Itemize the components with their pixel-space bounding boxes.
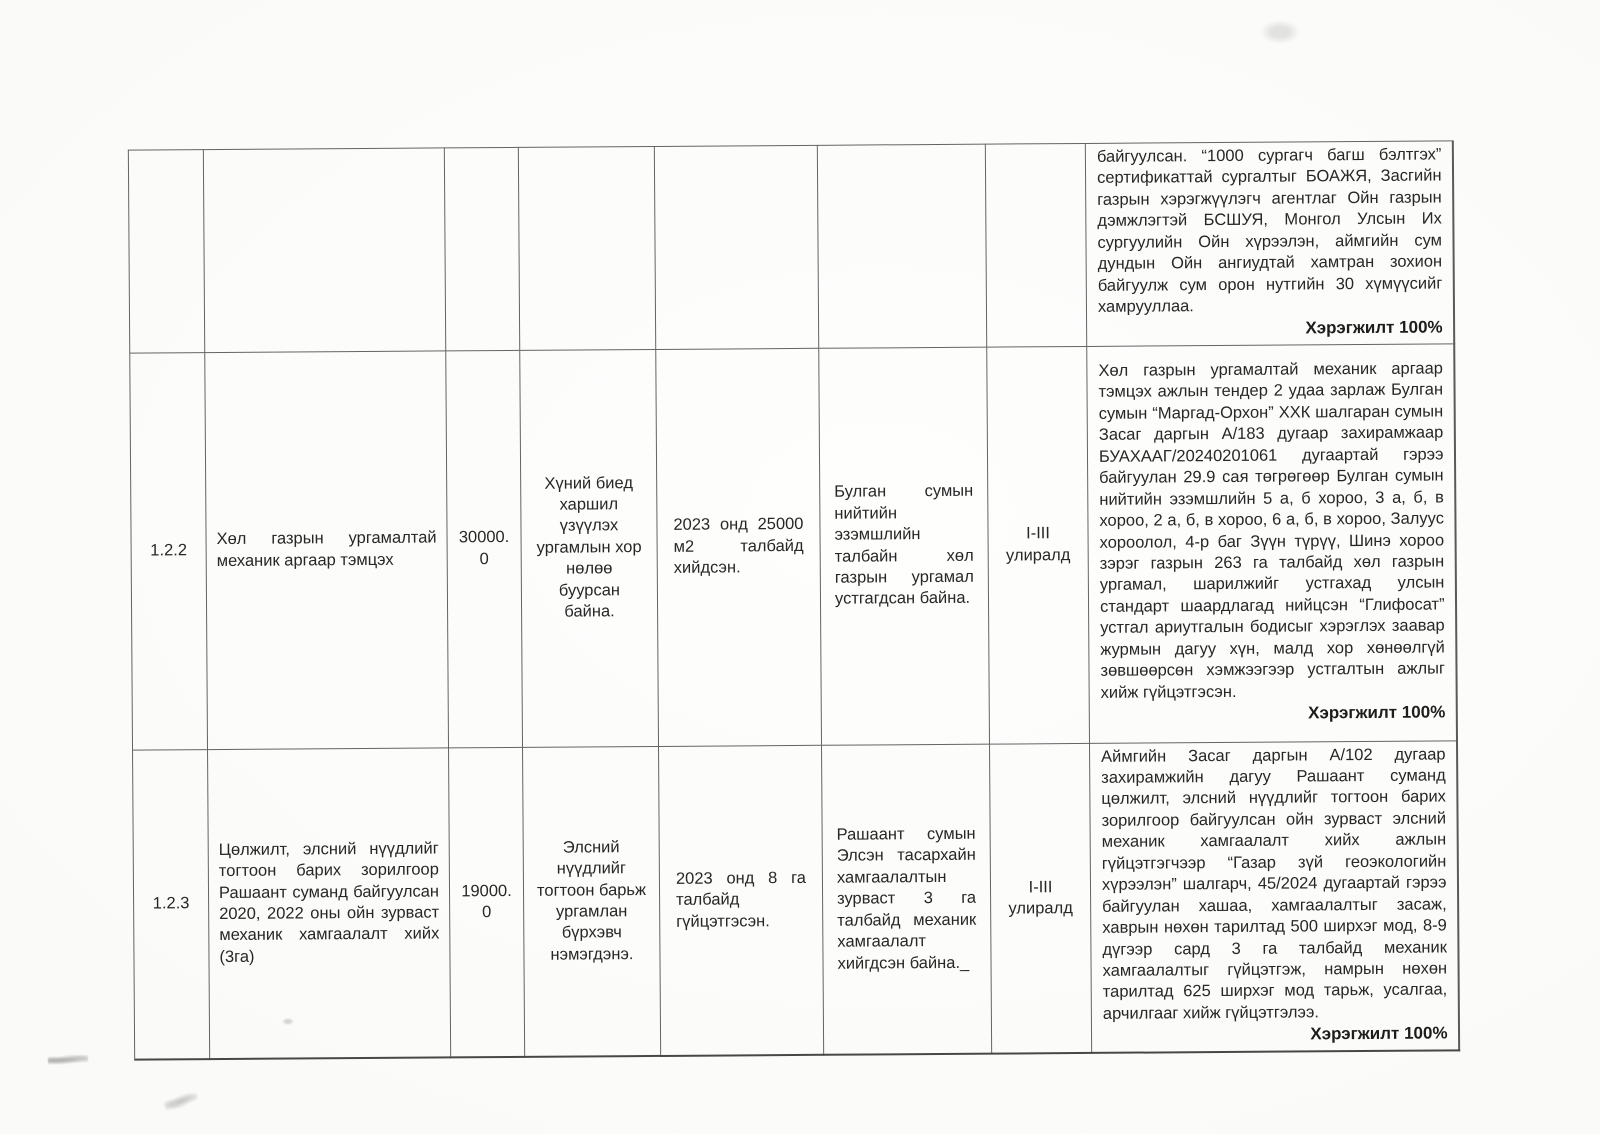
implementation-cell	[1087, 343, 1457, 743]
budget-cell	[449, 747, 525, 1058]
pencil-smudge	[163, 1091, 199, 1112]
budget-cell	[446, 350, 523, 748]
implementation-cell	[1090, 740, 1459, 1053]
budget-line: 30000.	[458, 528, 510, 547]
quarter-cell: I-III улиралд	[990, 743, 1092, 1054]
table-row-carryover	[128, 141, 1453, 353]
implementation-status: Хэрэгжилт 100%	[1308, 702, 1446, 723]
expected-outcome-cell	[518, 146, 655, 350]
report-table-wrap	[128, 140, 1458, 1061]
result-indicator-cell: Булган сумын нийтийн эзэмшлийн талбайн хөл газрын ургамал устгагдсан байна.	[819, 347, 990, 745]
implementation-text: Аймгийн Засаг даргын А/102 дугаар захирамжийн дагуу Рашаант суманд цөлжилт, элсний нүүдлийг тогтоон барих зорилгоор байгуулсан ойн зурваст элсний механик хамгаалалт хийх ажлын гүйцэтгэгчээр “Газар зүй геоэкологийн хүрээлэн” шалгарч, 45/2024 дугаартай гэрээ байгуулан хашаа, хамгаалалтыг засаж, хаврын нөхөн тарилтад 500 ширхэг мод, 8-9 дүгээр сард 3 га талбайд механик хамгаалалтыг гүйцэтгэж, намрын нөхөн тарилтад 625 ширхэг мод тарьж, усалгаа, арчилгааг хийж гүйцэтгэлээ.	[1101, 745, 1448, 1023]
seq-number-cell: 1.2.3	[133, 749, 210, 1060]
implementation-status: Хэрэгжилт 100%	[1310, 1023, 1448, 1044]
quarter-cell: I-III улиралд	[987, 346, 1090, 744]
activity-cell: Хөл газрын ургамалтай механик аргаар тэмцэх	[205, 351, 449, 750]
activity-cell	[203, 148, 445, 352]
activity-cell: Цөлжилт, элсний нүүдлийг тогтоон барих зорилгоор Рашаант суманд байгуулсан 2020, 2022 оны ойн зурваст механик хамгаалалт хийх (3га)	[208, 748, 451, 1060]
implementation-status: Хэрэгжилт 100%	[1305, 316, 1443, 337]
budget-line: 0	[482, 903, 492, 922]
budget-line: 0	[479, 549, 489, 568]
scan-smudge	[1260, 20, 1300, 44]
expected-outcome-cell: Элсний нүүдлийг тогтоон барьж ургамлан бүрхэвч нэмэгдэнэ.	[523, 746, 661, 1057]
implementation-cell	[1085, 141, 1453, 346]
seq-number-cell	[128, 150, 204, 353]
implementation-text: байгуулсан. “1000 сургагч багш бэлтгэх” сертификаттай сургалтыг БОАЖЯ, Засгийн газрын хэрэгжүүлэгч агентлаг Ойн газрын дэмжлэгтэй БСШУЯ, Монгол Улсын Их сургуулийн Ойн хүрээлэн, аймгийн сум дундын Ойн ангиудтай хамтран зохион байгуулж сум орон нутгийн 30 хүмүүсийг хамрууллаа.	[1096, 145, 1443, 316]
seq-number-cell: 1.2.2	[130, 352, 208, 750]
table-row-122	[130, 343, 1457, 749]
result-indicator-cell	[817, 144, 986, 348]
baseline-cell	[654, 145, 818, 349]
pencil-smudge	[48, 1055, 88, 1065]
quarter-cell	[985, 143, 1086, 346]
result-indicator-cell: Рашаант сумын Элсэн тасархайн хамгаалалтын зурваст 3 га талбайд механик хамгаалалт хийгдсэн байна._	[822, 744, 992, 1055]
table-row-123	[133, 740, 1459, 1060]
implementation-report-table	[128, 140, 1460, 1061]
baseline-cell: 2023 онд 8 га талбайд гүйцэтгэсэн.	[659, 745, 824, 1056]
expected-outcome-cell: Хүний биед харшил үзүүлэх ургамлын хор нөлөө буурсан байна.	[520, 349, 659, 747]
implementation-text: Хөл газрын ургамалтай механик аргаар тэмцэх ажлын тендер 2 удаа зарлаж Булган сумын “Маргад-Орхон” ХХК шалгаран сумын Засаг даргын А/183 дугаар захирамжаар БУАХААГ/20240201061 дугаартай гэрээ байгуулан 29.9 сая төгрөгөөр Булган сумын нийтийн эзэмшлийн 5 а, б хороо, 3 а, б, в хороо, 2 а, б, в хороо, 6 а, б, в хороо, Залуус хороолол, 4-р баг Зүүн түрүү, Шинэ хороо зэрэг газрын 263 га талбайд хөл газрын ургамал, шарилжийг устгахад улсын стандарт шаардлагад нийцсэн “Глифосат” устгал ариутгалын бодисыг хэрэглэх заавар журмын дагуу хүн, малд хор хөнөөлгүй зөвшөөрсөн хэмжээгээр устгалтын ажлыг хийж гүйцэтгэсэн.	[1098, 359, 1446, 702]
baseline-cell: 2023 онд 25000 м2 талбайд хийдсэн.	[656, 348, 822, 746]
budget-line: 19000.	[461, 881, 512, 900]
budget-cell	[444, 147, 519, 350]
